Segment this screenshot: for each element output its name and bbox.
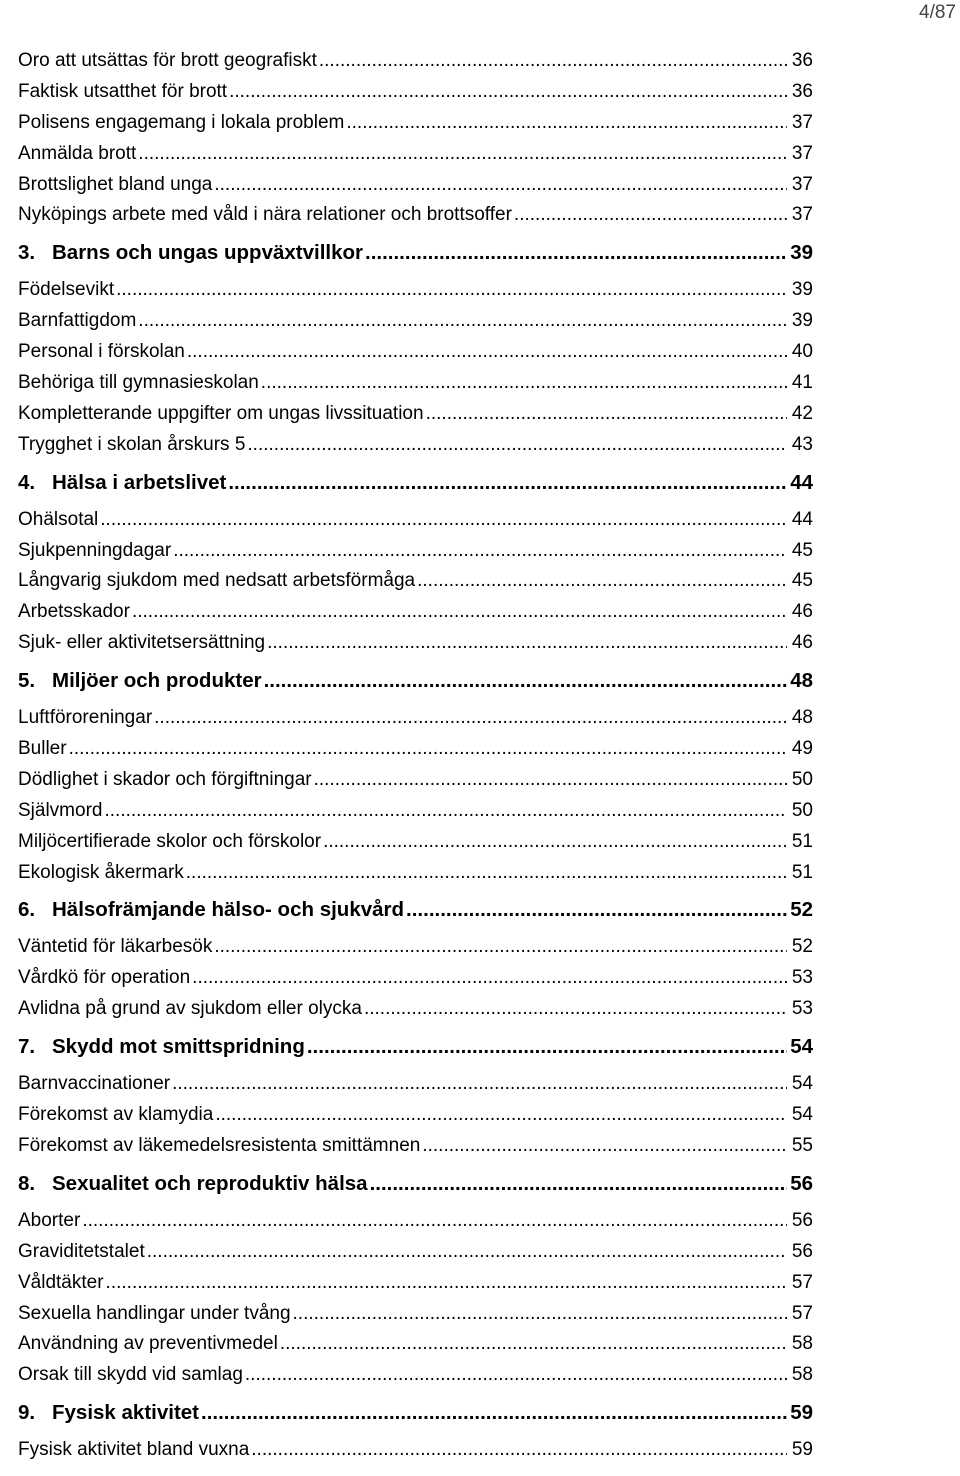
toc-title: Skydd mot smittspridning xyxy=(52,1035,305,1059)
dot-leader xyxy=(154,703,787,734)
dot-leader xyxy=(147,1237,787,1268)
toc-title: Arbetsskador xyxy=(18,601,130,623)
toc-page-number: 48 xyxy=(790,669,813,693)
toc-entry[interactable] xyxy=(18,275,813,306)
toc-page-number: 53 xyxy=(791,967,813,989)
toc-title: Miljöer och produkter xyxy=(52,669,262,693)
page-number: 4/87 xyxy=(919,2,956,23)
toc-title: Behöriga till gymnasieskolan xyxy=(18,372,259,394)
dot-leader xyxy=(173,536,787,567)
dot-leader xyxy=(132,597,787,628)
toc-entry[interactable] xyxy=(18,963,813,994)
dot-leader xyxy=(192,963,787,994)
chapter-number: 8. xyxy=(18,1171,36,1195)
toc-entry[interactable] xyxy=(18,858,813,889)
toc-entry[interactable] xyxy=(18,1360,813,1391)
toc-entry[interactable] xyxy=(18,597,813,628)
toc-title: Förekomst av klamydia xyxy=(18,1104,214,1126)
toc-title: Nyköpings arbete med våld i nära relationer och brottsoffer xyxy=(18,204,512,226)
toc-title: Avlidna på grund av sjukdom eller olycka xyxy=(18,998,362,1020)
toc-page-number: 55 xyxy=(791,1134,813,1156)
toc-chapter[interactable] xyxy=(18,888,813,932)
toc-chapter[interactable] xyxy=(18,461,813,505)
dot-leader xyxy=(214,932,787,963)
dot-leader xyxy=(417,566,787,597)
dot-leader xyxy=(82,1206,787,1237)
dot-leader xyxy=(138,139,787,170)
toc-title: Fysisk aktivitet xyxy=(52,1401,199,1425)
toc-entry[interactable] xyxy=(18,46,813,77)
dot-leader xyxy=(370,1162,787,1206)
dot-leader xyxy=(172,1069,787,1100)
dot-leader xyxy=(215,1100,787,1131)
toc-title: Hälsa i arbetslivet xyxy=(52,470,227,494)
chapter-number: 4. xyxy=(18,470,36,494)
toc-page-number: 54 xyxy=(791,1104,813,1126)
toc-entry[interactable] xyxy=(18,108,813,139)
toc-page-number: 39 xyxy=(790,241,813,265)
toc-page-number: 50 xyxy=(791,768,813,790)
toc-entry[interactable] xyxy=(18,200,813,231)
toc-entry[interactable] xyxy=(18,1299,813,1330)
toc-title: Miljöcertifierade skolor och förskolor xyxy=(18,830,322,852)
toc-title: Långvarig sjukdom med nedsatt arbetsförmåga xyxy=(18,570,416,592)
toc-title: Kompletterande uppgifter om ungas livssituation xyxy=(18,402,424,424)
dot-leader xyxy=(69,734,787,765)
dot-leader xyxy=(264,659,787,703)
toc-entry[interactable] xyxy=(18,1268,813,1299)
toc-entry[interactable] xyxy=(18,703,813,734)
toc-page-number: 36 xyxy=(791,80,813,102)
toc-entry[interactable] xyxy=(18,765,813,796)
toc-page-number: 52 xyxy=(790,898,813,922)
dot-leader xyxy=(422,1131,787,1162)
dot-leader xyxy=(365,231,787,275)
toc-page-number: 54 xyxy=(791,1073,813,1095)
dot-leader xyxy=(514,200,787,231)
toc-title: Brottslighet bland unga xyxy=(18,173,213,195)
dot-leader xyxy=(228,461,787,505)
chapter-number: 9. xyxy=(18,1401,36,1425)
toc-entry[interactable] xyxy=(18,994,813,1025)
toc-page-number: 45 xyxy=(791,570,813,592)
dot-leader xyxy=(364,994,787,1025)
dot-leader xyxy=(229,77,787,108)
toc-title: Väntetid för läkarbesök xyxy=(18,936,213,958)
toc-title: Orsak till skydd vid samlag xyxy=(18,1364,243,1386)
toc-page-number: 56 xyxy=(791,1209,813,1231)
toc-page-number: 59 xyxy=(791,1439,813,1461)
toc-entry[interactable] xyxy=(18,368,813,399)
toc-page-number: 37 xyxy=(791,111,813,133)
toc-entry[interactable] xyxy=(18,566,813,597)
dot-leader xyxy=(406,888,787,932)
toc-title: Dödlighet i skador och förgiftningar xyxy=(18,768,312,790)
toc-title: Oro att utsättas för brott geografiskt xyxy=(18,50,317,71)
dot-leader xyxy=(186,858,787,889)
dot-leader xyxy=(426,399,787,430)
toc-entry[interactable] xyxy=(18,932,813,963)
toc-title: Sexuella handlingar under tvång xyxy=(18,1302,291,1324)
toc-page-number: 44 xyxy=(790,470,813,494)
toc-entry[interactable] xyxy=(18,827,813,858)
toc-entry[interactable] xyxy=(18,1069,813,1100)
toc-entry[interactable] xyxy=(18,430,813,461)
toc-title: Graviditetstalet xyxy=(18,1240,145,1262)
toc-page-number: 51 xyxy=(791,861,813,883)
toc-entry[interactable] xyxy=(18,1237,813,1268)
toc-title: Sexualitet och reproduktiv hälsa xyxy=(52,1171,368,1195)
chapter-number: 5. xyxy=(18,669,36,693)
toc-entry[interactable] xyxy=(18,796,813,827)
toc-entry[interactable] xyxy=(18,306,813,337)
dot-leader xyxy=(323,827,787,858)
toc-title: Aborter xyxy=(18,1209,81,1231)
toc-title: Våldtäkter xyxy=(18,1271,104,1293)
dot-leader xyxy=(116,275,787,306)
toc-entry[interactable] xyxy=(18,1435,813,1466)
toc-page-number: 48 xyxy=(791,707,813,729)
toc-entry[interactable] xyxy=(18,337,813,368)
dot-leader xyxy=(100,505,787,536)
toc-title: Vårdkö för operation xyxy=(18,967,191,989)
dot-leader xyxy=(245,1360,787,1391)
toc-page-number: 41 xyxy=(791,372,813,394)
toc-page-number: 43 xyxy=(791,433,813,455)
dot-leader xyxy=(214,170,787,201)
toc-title: Anmälda brott xyxy=(18,142,137,164)
toc-chapter[interactable] xyxy=(18,231,813,275)
toc-page-number: 42 xyxy=(791,402,813,424)
toc-title: Sjukpenningdagar xyxy=(18,539,172,561)
toc-page-number: 56 xyxy=(790,1171,813,1195)
toc-entry[interactable] xyxy=(18,1329,813,1360)
toc-page-number: 57 xyxy=(791,1271,813,1293)
dot-leader xyxy=(280,1329,787,1360)
toc-title: Självmord xyxy=(18,799,103,821)
toc-page-number: 37 xyxy=(791,142,813,164)
toc-title: Polisens engagemang i lokala problem xyxy=(18,111,345,133)
toc-title: Personal i förskolan xyxy=(18,341,185,363)
toc-title: Sjuk- eller aktivitetsersättning xyxy=(18,632,266,654)
toc-page-number: 58 xyxy=(791,1364,813,1386)
toc-chapter[interactable] xyxy=(18,659,813,703)
chapter-number: 3. xyxy=(18,241,36,265)
dot-leader xyxy=(293,1299,787,1330)
toc-page-number: 51 xyxy=(791,830,813,852)
toc-entry[interactable] xyxy=(18,399,813,430)
toc-title: Faktisk utsatthet för brott xyxy=(18,80,228,102)
dot-leader xyxy=(104,796,787,827)
toc-page-number: 40 xyxy=(791,341,813,363)
toc-page-number: 37 xyxy=(791,204,813,226)
toc-page-number: 52 xyxy=(791,936,813,958)
toc-title: Förekomst av läkemedelsresistenta smittämnen xyxy=(18,1134,421,1156)
toc-chapter[interactable] xyxy=(18,1391,813,1435)
dot-leader xyxy=(314,765,787,796)
toc-page-number: 58 xyxy=(791,1333,813,1355)
toc-entry[interactable] xyxy=(18,170,813,201)
toc-title: Ohälsotal xyxy=(18,508,99,530)
toc-title: Användning av preventivmedel xyxy=(18,1333,278,1355)
toc-page-number: 45 xyxy=(791,539,813,561)
toc-entry[interactable] xyxy=(18,77,813,108)
dot-leader xyxy=(261,368,787,399)
toc-entry[interactable] xyxy=(18,1206,813,1237)
dot-leader xyxy=(346,108,787,139)
dot-leader xyxy=(106,1268,787,1299)
toc-title: Ekologisk åkermark xyxy=(18,861,184,883)
toc-entry[interactable] xyxy=(18,1100,813,1131)
toc-page-number: 46 xyxy=(791,601,813,623)
toc-title: Barnfattigdom xyxy=(18,310,137,332)
chapter-number: 6. xyxy=(18,898,36,922)
toc-title: Fysisk aktivitet bland vuxna xyxy=(18,1439,250,1461)
toc-page-number: 37 xyxy=(791,173,813,195)
toc-title: Barns och ungas uppväxtvillkor xyxy=(52,241,363,265)
table-of-contents xyxy=(18,46,813,1466)
toc-chapter[interactable] xyxy=(18,1025,813,1069)
toc-page-number: 39 xyxy=(791,310,813,332)
toc-page-number: 39 xyxy=(791,279,813,301)
dot-leader xyxy=(187,337,787,368)
toc-title: Hälsofrämjande hälso- och sjukvård xyxy=(52,898,405,922)
toc-page-number: 36 xyxy=(791,50,813,71)
toc-page-number: 44 xyxy=(791,508,813,530)
toc-page-number: 59 xyxy=(790,1401,813,1425)
toc-page-number: 53 xyxy=(791,998,813,1020)
toc-title: Luftföroreningar xyxy=(18,707,153,729)
toc-title: Buller xyxy=(18,738,67,760)
toc-title: Barnvaccinationer xyxy=(18,1073,171,1095)
toc-entry[interactable] xyxy=(18,139,813,170)
toc-entry[interactable] xyxy=(18,1131,813,1162)
toc-entry[interactable] xyxy=(18,505,813,536)
toc-title: Trygghet i skolan årskurs 5 xyxy=(18,433,246,455)
dot-leader xyxy=(319,46,787,77)
dot-leader xyxy=(307,1025,787,1069)
toc-page-number: 49 xyxy=(791,738,813,760)
toc-entry[interactable] xyxy=(18,628,813,659)
toc-page-number: 50 xyxy=(791,799,813,821)
toc-page-number: 54 xyxy=(790,1035,813,1059)
dot-leader xyxy=(138,306,787,337)
dot-leader xyxy=(267,628,787,659)
toc-entry[interactable] xyxy=(18,536,813,567)
toc-chapter[interactable] xyxy=(18,1162,813,1206)
toc-page-number: 57 xyxy=(791,1302,813,1324)
chapter-number: 7. xyxy=(18,1035,36,1059)
toc-page-number: 46 xyxy=(791,632,813,654)
dot-leader xyxy=(201,1391,787,1435)
toc-title: Födelsevikt xyxy=(18,279,115,301)
toc-page-number: 56 xyxy=(791,1240,813,1262)
dot-leader xyxy=(247,430,787,461)
toc-entry[interactable] xyxy=(18,734,813,765)
dot-leader xyxy=(251,1435,787,1466)
